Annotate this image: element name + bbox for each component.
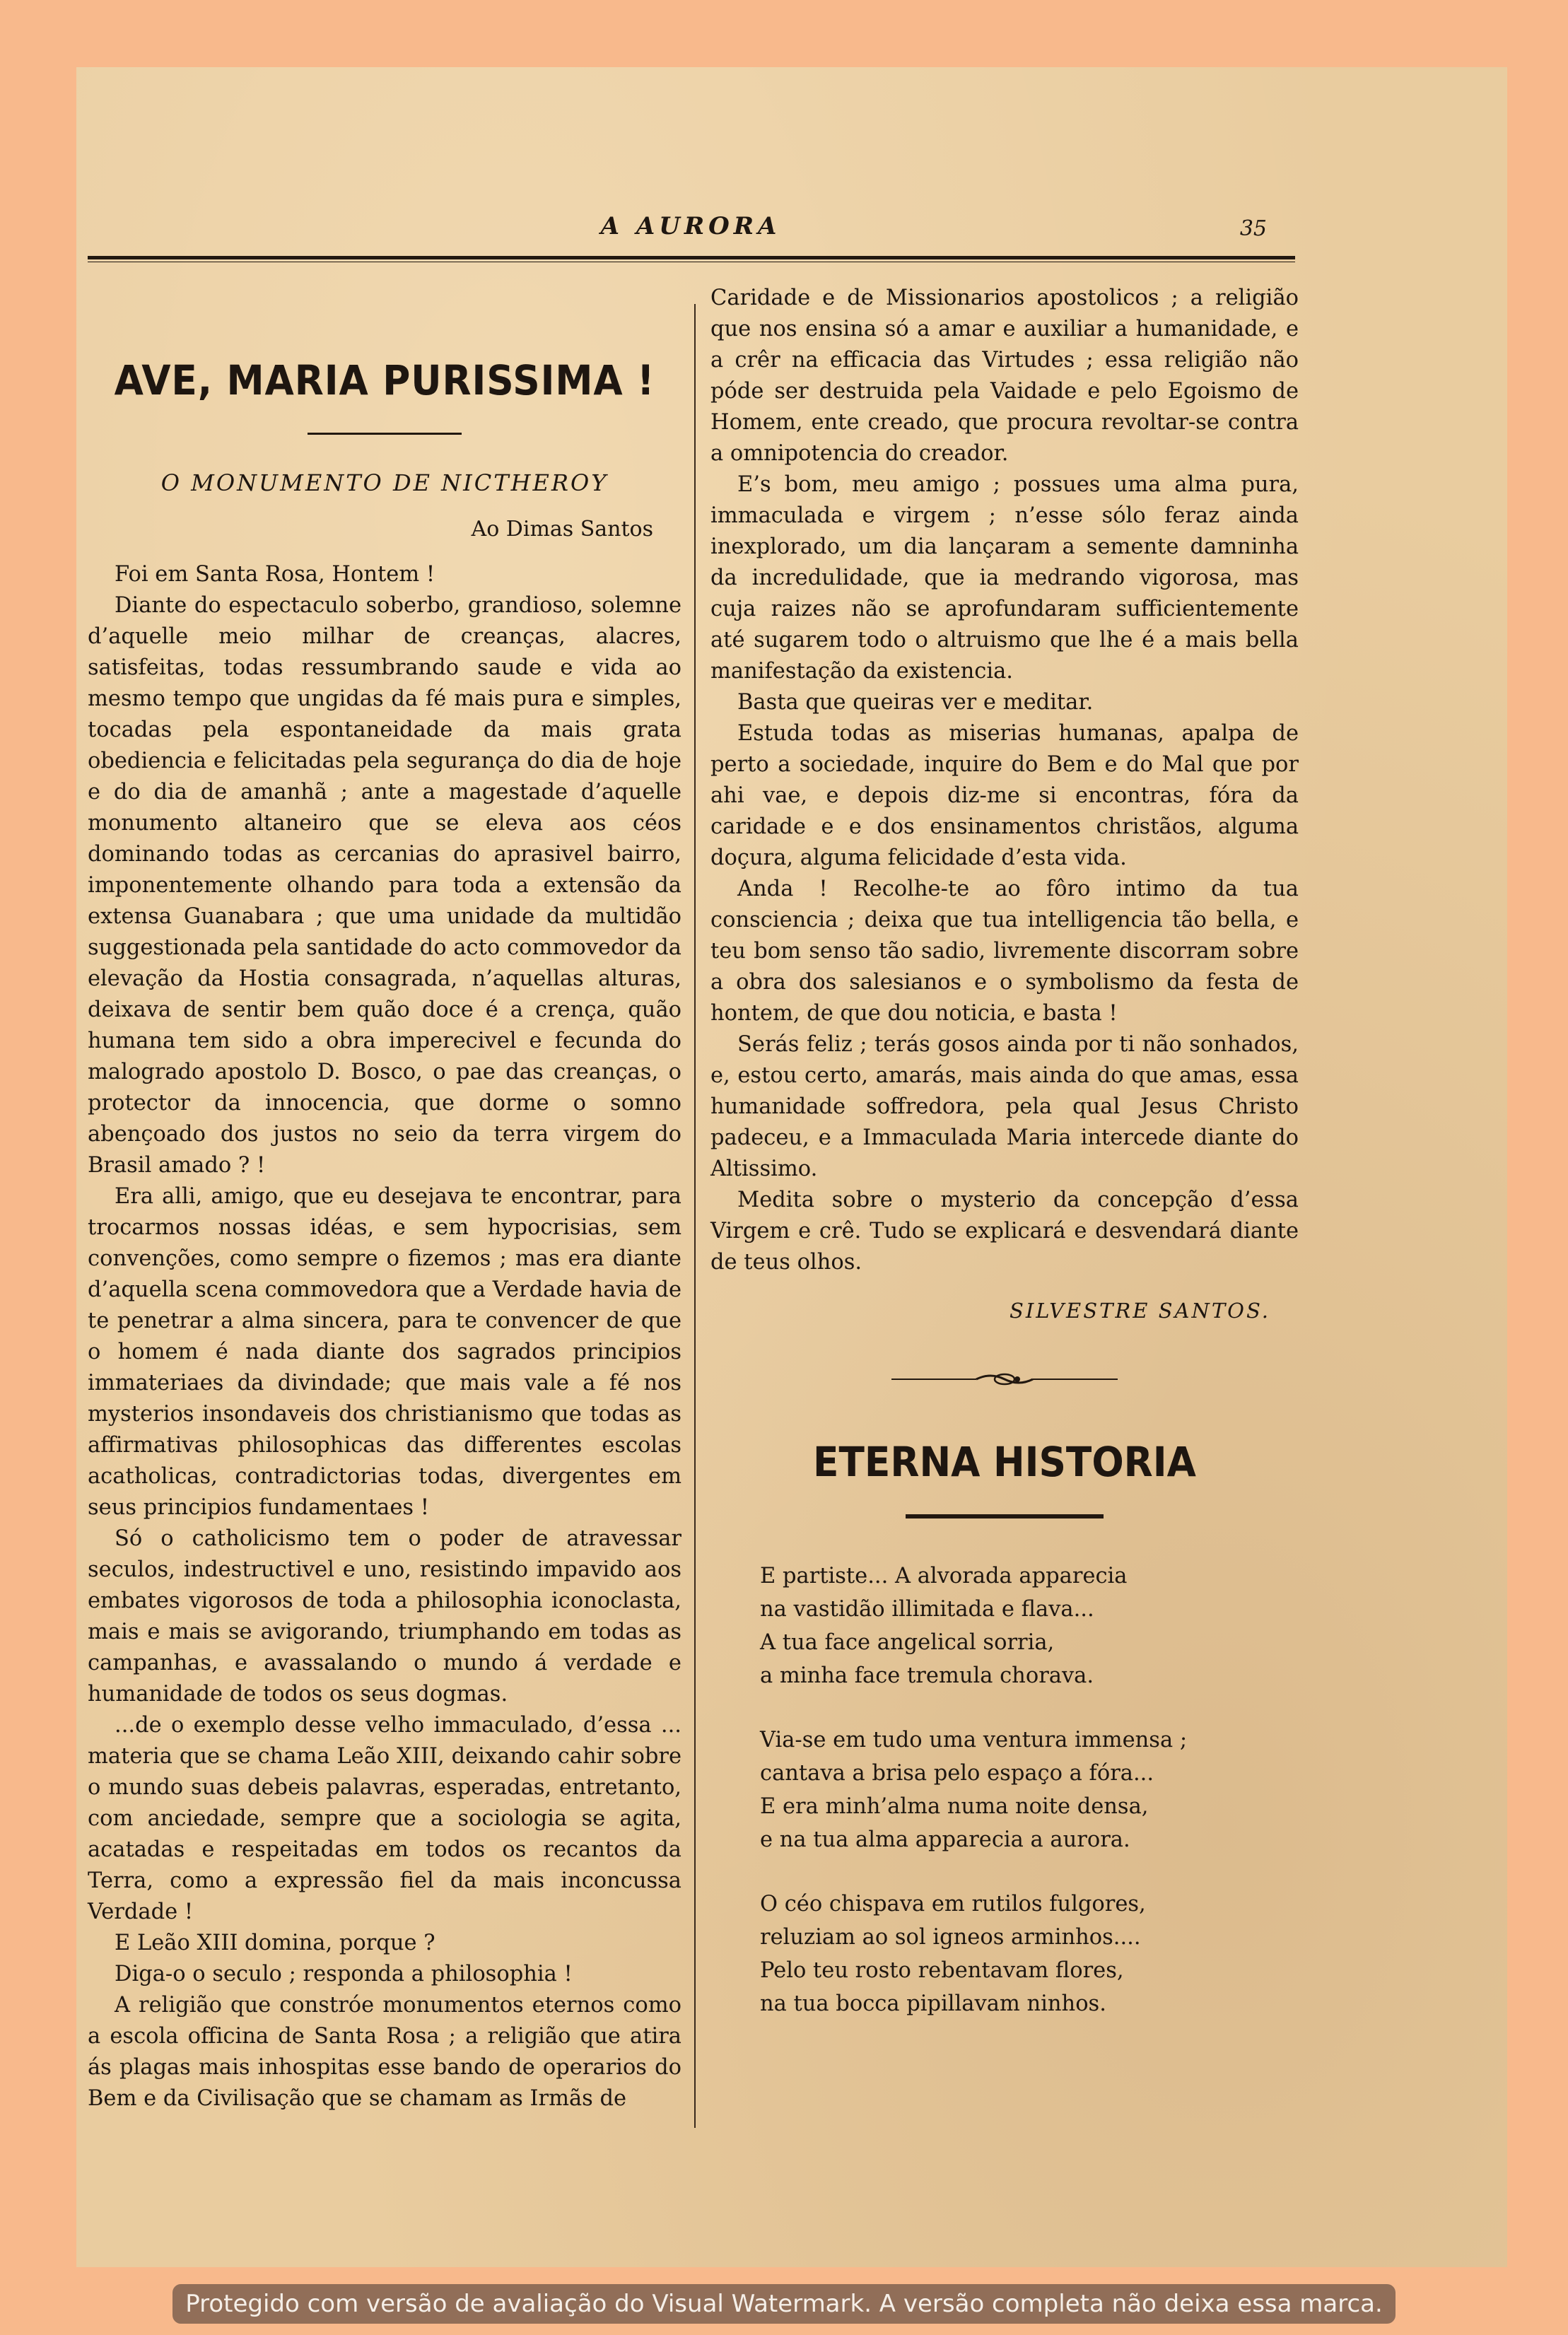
ornament-divider <box>891 1369 1118 1390</box>
column-separator <box>694 304 696 2128</box>
paragraph: Só o catholicismo tem o poder de atravessar seculos, indestructivel e uno, resistindo impavido aos embates vigorosos de toda a philosophia iconoclasta, mais e mais se avigorando, triumphando em todas as campanhas, e avassalando o mundo á verdade e humanidade de todos os seus dogmas. <box>88 1526 681 1707</box>
paragraph: Estuda todas as miserias humanas, apalpa de perto a sociedade, inquire do Bem e do Mal que por ahi vae, e depois diz-me si encontras, fóra da caridade e e dos ensinamentos christãos, alguma doçura, alguma felicidade d’esta vida. <box>710 721 1299 870</box>
header-rule <box>88 256 1295 262</box>
poem-line: a minha face tremula chorava. <box>760 1663 1094 1688</box>
paragraph: E Leão XIII domina, porque ? <box>115 1931 435 1955</box>
right-column <box>710 283 1299 2052</box>
poem-title: ETERNA HISTORIA <box>813 1438 1196 1486</box>
article-subhead: O MONUMENTO DE NICTHEROY <box>160 469 609 496</box>
poem-line: A tua face angelical sorria, <box>760 1630 1055 1655</box>
poem-line: e na tua alma apparecia a aurora. <box>760 1827 1130 1852</box>
poem-line: cantava a brisa pelo espaço a fóra... <box>760 1761 1154 1786</box>
poem-stanza <box>760 1559 1299 1692</box>
newspaper-title: A AURORA <box>600 212 781 240</box>
paragraph: Foi em Santa Rosa, Hontem ! <box>115 562 435 587</box>
poem-line: na vastidão illimitada e flava... <box>760 1597 1094 1622</box>
poem <box>760 1559 1299 2020</box>
page-number: 35 <box>1239 216 1267 241</box>
page-header <box>86 212 1295 254</box>
paragraph: Diante do espectaculo soberbo, grandioso, solemne d’aquelle meio milhar de creanças, alacres, satisfeitas, todas ressumbrando saude e vida ao mesmo tempo que ungidas da fé mais pura e simples, tocadas pela espontaneidade da mais grata obediencia e felicitadas pela segurança do dia de hoje e do dia de amanhã ; ante a magestade d’aquelle monumento altaneiro que se eleva aos céos dominando todas as cercanias do aprasivel bairro, imponentemente olhando para toda a extensão da extensa Guanabara ; que uma unidade da multidão suggestionada pela santidade do acto commovedor da elevação da Hostia consagrada, n’aquellas alturas, deixava de sentir bem quão doce é a crença, quão humana tem sido a obra imperecivel e fecunda do malogrado apostolo D. Bosco, o pae das creanças, o protector da innocencia, que dorme o somno abençoado dos justos no seio da terra virgem do Brasil amado ? ! <box>88 593 681 1178</box>
headline-rule <box>308 433 462 435</box>
paragraph: Serás feliz ; terás gosos ainda por ti não sonhados, e, estou certo, amarás, mais ainda do que amas, essa humanidade soffredora, pela qual Jesus Christo padeceu, e a Immaculada Maria intercede diante do Altissimo. <box>710 1032 1299 1181</box>
paragraph: E’s bom, meu amigo ; possues uma alma pura, immaculada e virgem ; n’esse sólo feraz ainda inexplorado, um dia lançaram a semente damninha da incredulidade, que ia medrando vigorosa, mas cuja raizes não se aprofundaram sufficientemente até sugarem todo o altruismo que lhe é a mais bella manifestação da existencia. <box>710 472 1299 684</box>
watermark-text: Protegido com versão de avaliação do Visual Watermark. A versão completa não deixa essa marca. <box>172 2284 1396 2324</box>
paragraph: Medita sobre o mysterio da concepção d’essa Virgem e crê. Tudo se explicará e desvendará diante de teus olhos. <box>710 1188 1299 1275</box>
paragraph: Anda ! Recolhe-te ao fôro intimo da tua consciencia ; deixa que tua intelligencia tão bella, e teu bom senso tão sadio, livremente discorram sobre a obra dos salesianos e o symbolismo da festa de hontem, de que dou noticia, e basta ! <box>710 877 1299 1026</box>
poem-line: na tua bocca pipillavam ninhos. <box>760 1991 1106 2016</box>
poem-line: Pelo teu rosto rebentavam flores, <box>760 1958 1124 1983</box>
watermark-banner <box>0 2284 1568 2328</box>
poem-line: E partiste... A alvorada apparecia <box>760 1564 1128 1588</box>
article-headline: AVE, MARIA PURISSIMA ! <box>114 356 655 404</box>
paragraph: Basta que queiras ver e meditar. <box>737 690 1094 715</box>
poem-line: E era minh’alma numa noite densa, <box>760 1794 1149 1819</box>
paragraph: Diga-o o seculo ; responda a philosophia ! <box>115 1962 573 1986</box>
poem-line: reluziam ao sol igneos arminhos.... <box>760 1925 1141 1950</box>
article-signature: SILVESTRE SANTOS. <box>1009 1299 1270 1323</box>
poem-line: O céo chispava em rutilos fulgores, <box>760 1892 1146 1916</box>
paragraph: Caridade e de Missionarios apostolicos ; a religião que nos ensina só a amar e auxiliar a humanidade, e a crêr na efficacia das Virtudes ; essa religião não póde ser destruida pela Vaidade e pelo Egoismo de Homem, ente creado, que procura revoltar-se contra a omnipotencia do creador. <box>710 286 1299 466</box>
poem-line: Via-se em tudo uma ventura immensa ; <box>760 1728 1188 1752</box>
paragraph: Era alli, amigo, que eu desejava te encontrar, para trocarmos nossas idéas, e sem hypocrisias, sem convenções, como sempre o fizemos ; mas era diante d’aquella scena commovedora que a Verdade havia de te penetrar a alma sincera, para te convencer de que o homem é nada diante dos sagrados principios immateriaes da divindade; que mais vale a fé nos mysterios insondaveis dos christianismo que todas as affirmativas philosophicas das differentes escolas acatholicas, contradictorias todas, divergentes em seus principios fundamentaes ! <box>88 1184 681 1520</box>
poem-stanza <box>760 1888 1299 2020</box>
paragraph: ...de o exemplo desse velho immaculado, d’essa ... materia que se chama Leão XIII, deixando cahir sobre o mundo suas debeis palavras, esperadas, entretanto, com anciedade, sempre que a sociologia se agita, acatadas e respeitadas em todos os recantos da Terra, como a expressão fiel da mais inconcussa Verdade ! <box>88 1713 681 1924</box>
paragraph: A religião que constróe monumentos eternos como a escola officina de Santa Rosa ; a religião que atira ás plagas mais inhospitas esse bando de operarios do Bem e da Civilisação que se chamam as Irmãs de <box>88 1993 681 2111</box>
article-dedication: Ao Dimas Santos <box>471 517 653 542</box>
poem-stanza <box>760 1724 1299 1856</box>
left-column <box>88 283 681 2114</box>
poem-title-rule <box>906 1514 1104 1518</box>
